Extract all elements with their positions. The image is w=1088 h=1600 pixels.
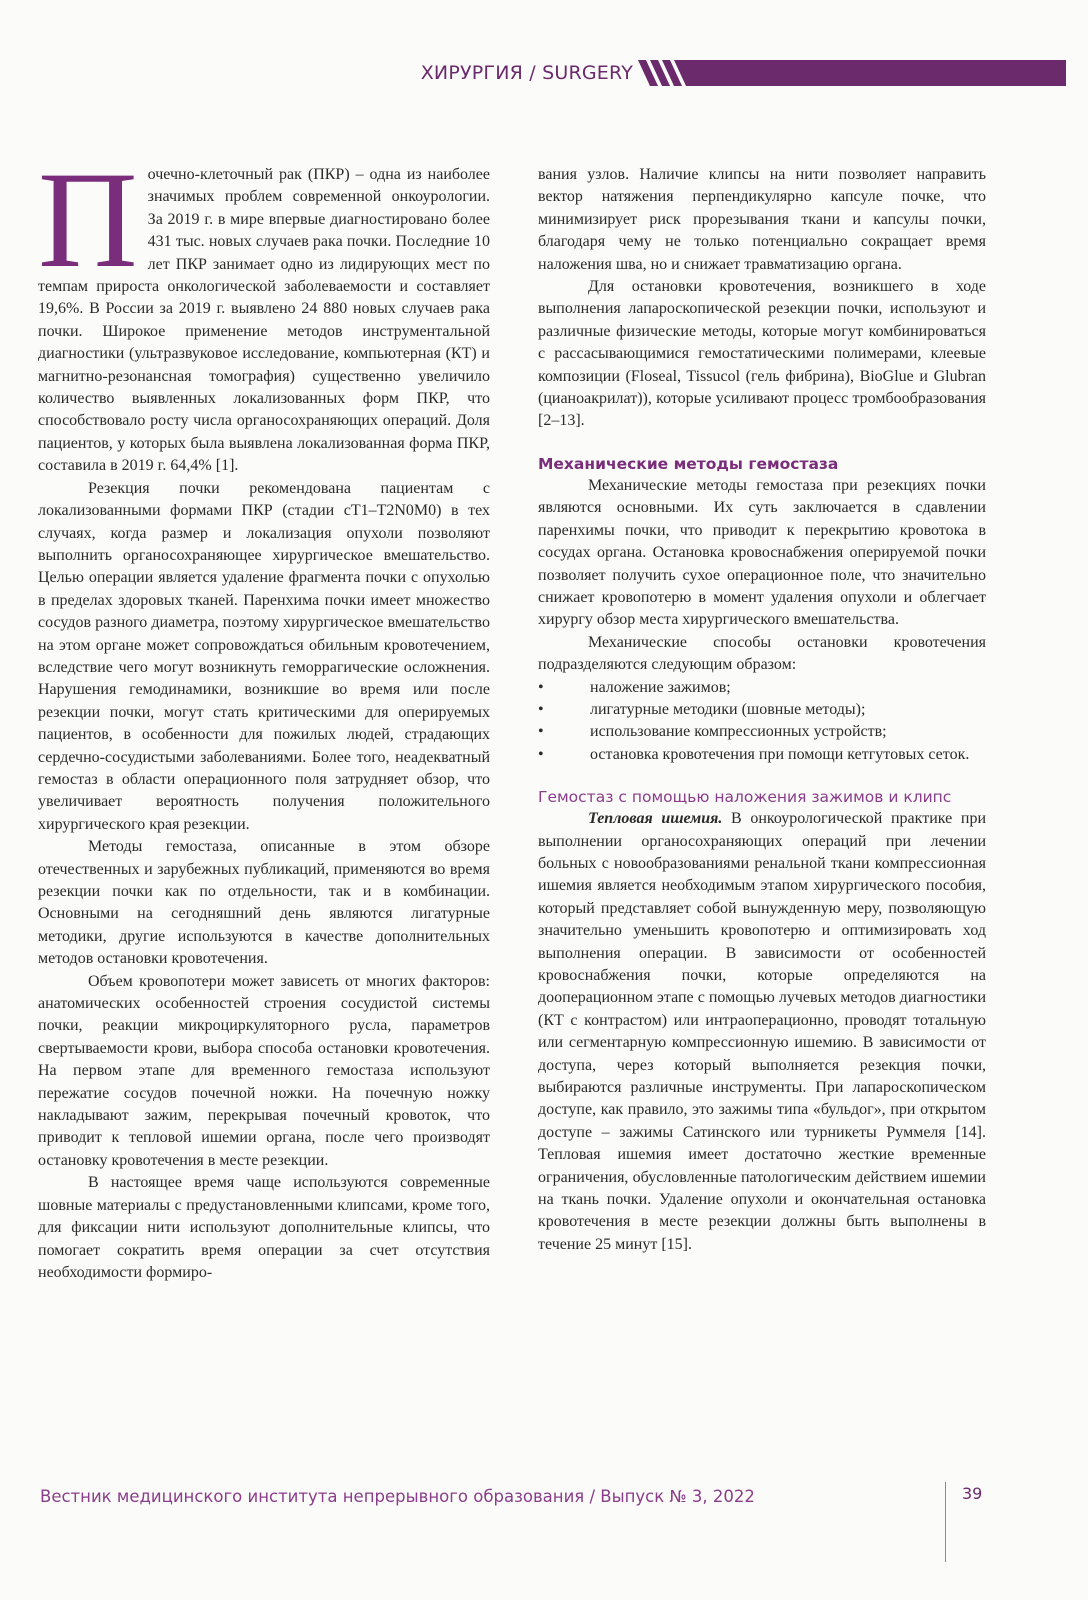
intro-paragraph xyxy=(38,143,490,478)
page-header xyxy=(0,58,1088,88)
body-paragraph: В настоящее время чаще используются современные шовные материалы с предустановленными клипсами, кроме того, для фиксации нити используют дополнительные клипсы, что помогает сократить время операции за счет отсутствия необходимости формиро- xyxy=(38,1174,490,1281)
list-item: • остановка кровотечения при помощи кетгутовых сеток. xyxy=(538,744,986,766)
body-paragraph: вания узлов. Наличие клипсы на нити позволяет направить вектор натяжения перпендикулярно капсуле почке, что минимизирует риск прорезывания ткани и капсулы почки, благодаря чему не только потенциально сокращает время наложения шва, но и снижает травматизацию органа. xyxy=(538,166,986,273)
section-heading: Механические методы гемостаза xyxy=(538,454,839,473)
drop-cap: П xyxy=(38,143,138,296)
list-item: • использование компрессионных устройств; xyxy=(538,721,986,743)
list-item: • наложение зажимов; xyxy=(538,677,986,699)
body-paragraph: Методы гемостаза, описанные в этом обзоре отечественных и зарубежных публикаций, применяются во время резекции почки как по отдельности, так и в комбинации. Основными на сегодняшний день являются лигатурные методики, другие используются в качестве дополнительных методов остановки кровотечения. xyxy=(38,838,490,968)
body-paragraph: Механические методы гемостаза при резекциях почки являются основными. Их суть заключается в сдавлении паренхимы почки, что приводит к перекрытию кровотока в сосудах органа. Остановка кровоснабжения оперируемой почки позволяет получить сухое операционное поле, что значительно снижает кровопотерю в момент удаления опухоли и облегчает хирургу обзор места хирургического вмешательства. xyxy=(538,476,986,629)
left-column xyxy=(38,143,490,1284)
list-item: • лигатурные методики (шовные методы); xyxy=(538,699,986,721)
page-number: 39 xyxy=(962,1484,983,1503)
right-column xyxy=(538,164,986,1256)
bullet-list xyxy=(538,677,986,767)
body-paragraph: Резекция почки рекомендована пациентам с локализованными формами ПКР (стадии cT1–T2N0M0) в тех случаях, когда размер и локализация опухоли позволяют выполнить органосохраняющее хирургическое вмешательство. Целью операции является удаление фрагмента почки с опухолью в пределах здоровых тканей. Паренхима почки имеет множество сосудов разного диаметра, поэтому хирургическое вмешательство на этом органе может сопровождаться обильным кровотечением, вследствие чего могут возникнуть геморрагические осложнения. Нарушения гемодинамики, возникшие во время или после резекции почки, могут стать критическими для оперируемых пациентов, в особенности для пожилых людей, страдающих сердечно-сосудистыми заболеваниями. Более того, неадекватный гемостаз в области операционного поля затрудняет обзор, что увеличивает вероятность получения положительного хирургического края резекции. xyxy=(38,479,490,833)
body-paragraph xyxy=(538,808,986,1256)
footer-divider xyxy=(945,1482,946,1562)
body-paragraph: Объем кровопотери может зависеть от многих факторов: анатомических особенностей строения сосудистой системы почки, реакции микроциркуляторного русла, параметров свертываемости крови, выбора способа остановки кровотечения. На первом этапе для временного гемостаза используют пережатие сосудов почечной ножки. На почечную ножку накладывают зажим, перекрывая почечный кровоток, что приводит к тепловой ишемии органа, после чего производят остановку кровотечения в месте резекции. xyxy=(38,972,490,1169)
intro-text: очечно-клеточный рак (ПКР) – одна из наиболее значимых проблем современной онкоурологии. За 2019 г. в мире впервые диагностировано более 431 тыс. новых случаев рака почки. Последние 10 лет ПКР занимает одно из лидирующих мест по темпам прироста онкологической заболеваемости и составляет 19,6%. В России за 2019 г. выявлено 24 880 новых случаев рака почки. Широкое применение методов инструментальной диагностики (ультразвуковое исследование, компьютерная (КТ) и магнитно-резонансная томография) существенно увеличило количество выявленных локализованных форм ПКР, что способствовало росту числа органосохраняющих операций. Доля пациентов, у которых была выявлена локализованная форма ПКР, составила в 2019 г. 64,4% [1]. xyxy=(38,166,490,475)
paragraph-lead: Тепловая ишемия. xyxy=(588,810,723,828)
section-title: ХИРУРГИЯ / SURGERY xyxy=(420,62,633,84)
body-paragraph: Механические способы остановки кровотечения подразделяются следующим образом: xyxy=(538,633,986,674)
header-accent-bar xyxy=(638,60,1066,86)
paragraph-text: В онкоурологической практике при выполнении органосохраняющих операций при лечении больных с новообразованиями ренальной ткани компрессионная ишемия является необходимым этапом хирургического пособия, который представляет собой вынужденную меру, позволяющую значительно уменьшить кровопотерю и оптимизировать ход выполнения операции. В зависимости от особенностей кровоснабжения почки, которые определяются на дооперационном этапе с помощью лучевых методов диагностики (КТ с контрастом) или интраоперационно, проводят тотальную или сегментарную компрессионную ишемию. В зависимости от доступа, через который выполняется резекция почки, выбираются различные инструменты. При лапароскопическом доступе, как правило, это зажимы типа «бульдог», при открытом доступе – зажимы Сатинского или турникеты Руммеля [14]. Тепловая ишемия имеет достаточно жесткие временные ограничения, обусловленные патологическим действием ишемии на ткань почки. Удаление опухоли и окончательная остановка кровотечения в месте резекции должны быть выполнены в течение 25 минут [15]. xyxy=(538,810,987,1253)
subsection-heading: Гемостаз с помощью наложения зажимов и клипс xyxy=(538,788,952,807)
journal-footer: Вестник медицинского института непрерывного образования / Выпуск № 3, 2022 xyxy=(40,1487,755,1506)
body-paragraph: Для остановки кровотечения, возникшего в ходе выполнения лапароскопической резекции почки, используют и различные физические методы, которые могут комбинироваться с рассасывающимися гемостатическими полимерами, клеевые композиции (Floseal, Tissucol (гель фибрина), BioGlue и Glubran (цианоакрилат)), которые усиливают процесс тромбообразования [2–13]. xyxy=(538,278,986,430)
